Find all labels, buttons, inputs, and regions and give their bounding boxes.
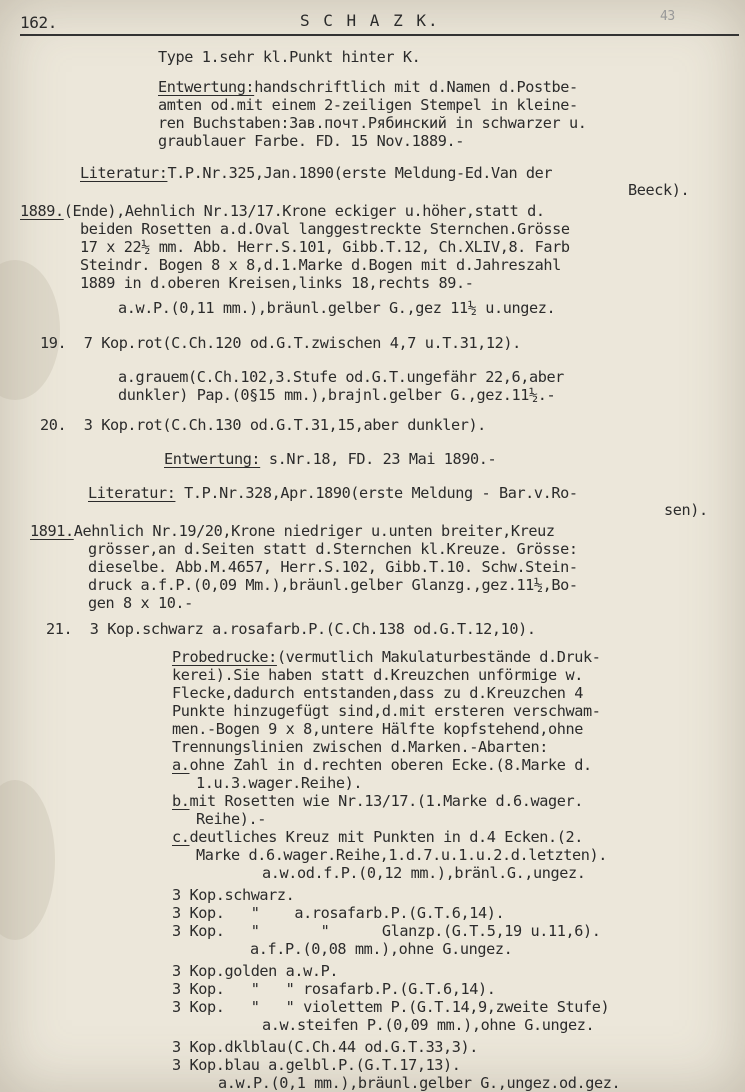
year-heading: 1889.	[20, 202, 64, 220]
text-line: a.w.steifen P.(0,09 mm.),ohne G.ungez.	[262, 1016, 595, 1034]
text-line: 3 Kop. " a.rosafarb.P.(G.T.6,14).	[172, 904, 505, 922]
text-line: dunkler) Pap.(0§15 mm.),brajnl.gelber G.,gez.11½.-	[118, 386, 556, 404]
text-line	[172, 756, 592, 774]
text-line: a.w.P.(0,1 mm.),bräunl.gelber G.,ungez.od.gez.	[218, 1074, 621, 1092]
text-line: 21. 3 Kop.schwarz a.rosafarb.P.(C.Ch.138 od.G.T.12,10).	[46, 620, 536, 638]
text-line: 20. 3 Kop.rot(C.Ch.130 od.G.T.31,15,aber dunkler).	[40, 416, 486, 434]
faded-page-number: 43	[660, 9, 675, 24]
text-line: 1.u.3.wager.Reihe).	[196, 774, 363, 792]
text-line: 3 Kop.golden a.w.P.	[172, 962, 339, 980]
text-span: (Ende),Aehnlich Nr.13/17.Krone eckiger u.höher,statt d.	[63, 202, 545, 220]
text-line	[164, 450, 496, 468]
paper-stain	[0, 260, 60, 400]
text-line: graublauer Farbe. FD. 15 Nov.1889.-	[158, 132, 465, 150]
text-line: 17 x 22½ mm. Abb. Herr.S.101, Gibb.T.12, Ch.XLIV,8. Farb	[80, 238, 570, 256]
text-span: s.Nr.18, FD. 23 Mai 1890.-	[260, 450, 497, 468]
text-line: ren Buchstaben:3ав.почт.Рябинский in schwarzer u.	[158, 114, 587, 132]
text-line	[172, 828, 583, 846]
text-span: T.P.Nr.325,Jan.1890(erste Meldung-Ed.Van der	[167, 164, 553, 182]
section-heading: Entwertung:	[164, 450, 261, 468]
text-line: Type 1.sehr kl.Punkt hinter K.	[158, 48, 421, 66]
text-span: (vermutlich Makulaturbestände d.Druk-	[276, 648, 601, 666]
text-span: handschriftlich mit d.Namen d.Postbe-	[254, 78, 578, 96]
text-line: Trennungslinien zwischen d.Marken.-Abarten:	[172, 738, 548, 756]
text-line: men.-Bogen 9 x 8,untere Hälfte kopfstehend,ohne	[172, 720, 583, 738]
text-line	[88, 484, 578, 502]
text-line: a.w.P.(0,11 mm.),bräunl.gelber G.,gez 11½ u.ungez.	[118, 299, 556, 317]
text-line: Flecke,dadurch entstanden,dass zu d.Kreuzchen 4	[172, 684, 583, 702]
text-line: gen 8 x 10.-	[88, 594, 193, 612]
text-line: druck a.f.P.(0,09 Mm.),bräunl.gelber Glanzg.,gez.11½,Bo-	[88, 576, 578, 594]
text-line: kerei).Sie haben statt d.Kreuzchen unförmige w.	[172, 666, 583, 684]
text-line: Steindr. Bogen 8 x 8,d.1.Marke d.Bogen mit d.Jahreszahl	[80, 256, 561, 274]
text-line: Beeck).	[628, 181, 690, 199]
section-heading: Entwertung:	[158, 78, 255, 96]
section-heading: Literatur:	[80, 164, 168, 182]
text-line	[172, 792, 583, 810]
variant-label: c.	[172, 828, 190, 846]
text-line	[30, 522, 555, 540]
text-line: dieselbe. Abb.M.4657, Herr.S.102, Gibb.T.10. Schw.Stein-	[88, 558, 578, 576]
text-line	[172, 648, 600, 666]
text-line: Punkte hinzugefügt sind,d.mit ersteren verschwam-	[172, 702, 601, 720]
text-line: 3 Kop. " " Glanzp.(G.T.5,19 u.11,6).	[172, 922, 601, 940]
section-heading: Probedrucke:	[172, 648, 277, 666]
text-line: 1889 in d.oberen Kreisen,links 18,rechts 89.-	[80, 274, 474, 292]
text-span: deutliches Kreuz mit Punkten in d.4 Ecken.(2.	[189, 828, 583, 846]
text-line: 3 Kop.dklblau(C.Ch.44 od.G.T.33,3).	[172, 1038, 479, 1056]
text-span: T.P.Nr.328,Apr.1890(erste Meldung - Bar.v.Ro-	[175, 484, 578, 502]
text-line: grösser,an d.Seiten statt d.Sternchen kl.Kreuze. Grösse:	[88, 540, 578, 558]
text-line: 19. 7 Kop.rot(C.Ch.120 od.G.T.zwischen 4,7 u.T.31,12).	[40, 334, 521, 352]
text-line: sen).	[664, 501, 708, 519]
text-line: Reihe).-	[196, 810, 266, 828]
text-span: ohne Zahl in d.rechten oberen Ecke.(8.Marke d.	[189, 756, 592, 774]
text-line: a.w.od.f.P.(0,12 mm.),bränl.G.,ungez.	[262, 864, 586, 882]
text-line: 3 Kop. " " rosafarb.P.(G.T.6,14).	[172, 980, 496, 998]
text-line	[20, 202, 545, 220]
text-line: beiden Rosetten a.d.Oval langgestreckte Sternchen.Grösse	[80, 220, 570, 238]
text-line: 3 Kop. " " violettem P.(G.T.14,9,zweite Stufe)	[172, 998, 610, 1016]
text-line: a.grauem(C.Ch.102,3.Stufe od.G.T.ungefähr 22,6,aber	[118, 368, 564, 386]
year-heading: 1891.	[30, 522, 74, 540]
text-span: Aehnlich Nr.19/20,Krone niedriger u.unten breiter,Kreuz	[73, 522, 555, 540]
page-number: 162.	[20, 13, 57, 32]
text-span: mit Rosetten wie Nr.13/17.(1.Marke d.6.wager.	[189, 792, 583, 810]
paper-stain	[0, 780, 55, 940]
running-title: S C H A Z K.	[300, 11, 440, 30]
text-line: 3 Kop.schwarz.	[172, 886, 295, 904]
text-line: amten od.mit einem 2-zeiligen Stempel in kleine-	[158, 96, 578, 114]
text-line	[158, 78, 578, 96]
variant-label: b.	[172, 792, 190, 810]
text-line	[80, 164, 552, 182]
header-rule	[20, 34, 739, 36]
section-heading: Literatur:	[88, 484, 176, 502]
text-line: 3 Kop.blau a.gelbl.P.(G.T.17,13).	[172, 1056, 461, 1074]
text-line: a.f.P.(0,08 mm.),ohne G.ungez.	[250, 940, 513, 958]
variant-label: a.	[172, 756, 190, 774]
text-line: Marke d.6.wager.Reihe,1.d.7.u.1.u.2.d.letzten).	[196, 846, 607, 864]
